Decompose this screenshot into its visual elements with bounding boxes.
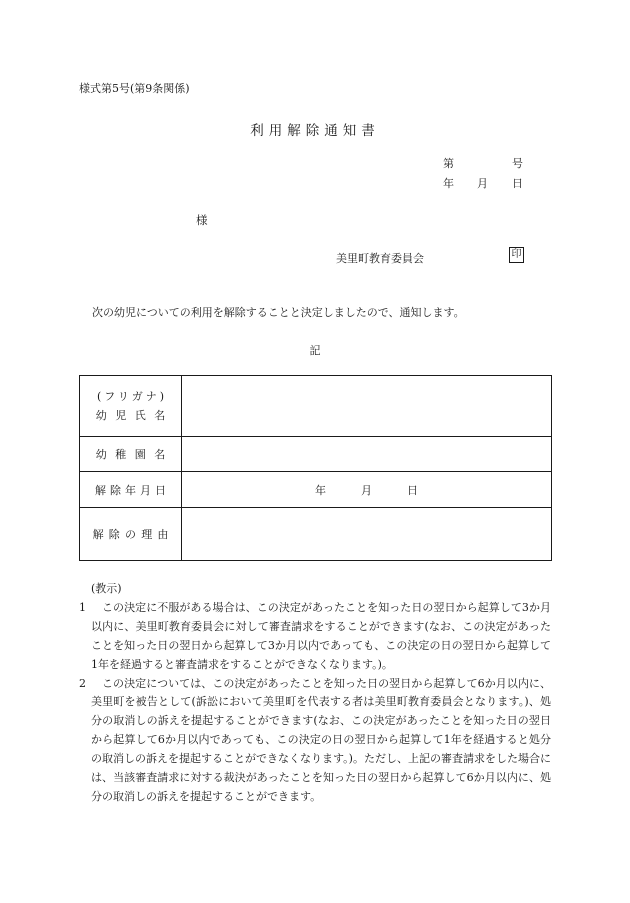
furigana-label: (フリガナ) — [96, 390, 168, 403]
table-row-kindergarten — [80, 437, 552, 472]
instruction-item — [79, 675, 551, 807]
reason-label-cell — [80, 508, 182, 561]
instructions-section — [79, 580, 551, 807]
issuer-name: 美里町教育委員会 — [336, 252, 424, 265]
instruction-item — [79, 599, 551, 675]
reason-label: 解除の理由 — [92, 528, 174, 541]
ki-heading: 記 — [309, 344, 321, 357]
instructions-heading: (教示) — [91, 582, 122, 595]
cancel-date-year: 年 — [315, 483, 326, 497]
document-title: 利用解除通知書 — [250, 123, 380, 139]
kindergarten-field[interactable] — [182, 437, 552, 472]
instruction-text: この決定については、この決定があったことを知った日の翌日から起算して6か月以内に、美里町を被告として(訴訟において美里町を代表する者は美里町教育委員会となります。)、処分の取消しの訴えを提起することができます(なお、この決定があったことを知った日の翌日から起算して6か月以内であっても、この決定の日の翌日から起算して1年を経過すると処分の取消しの訴えを提起することができなくなります。)。ただし、上記の審査請求をした場合には、当該審査請求に対する裁決があったことを知った日の翌日から起算して6か月以内に、処分の取消しの訴えを提起することができます。 — [91, 676, 551, 803]
child-name-label-cell — [80, 376, 182, 437]
instruction-text: この決定に不服がある場合は、この決定があったことを知った日の翌日から起算して3か月以内に、美里町教育委員会に対して審査請求をすることができます(なお、この決定があったことを知った日の翌日から起算して3か月以内であっても、この決定の日の翌日から起算して1年を経過すると審査請求をすることができなくなります。)。 — [91, 600, 551, 671]
document-number-dai: 第 — [443, 157, 454, 170]
cancel-date-label-cell — [80, 472, 182, 508]
table-row-child-name — [80, 376, 552, 437]
kindergarten-label: 幼稚園名 — [95, 448, 174, 461]
child-name-field[interactable] — [182, 376, 552, 437]
cancel-date-month: 月 — [361, 483, 372, 497]
cancel-date-field[interactable] — [182, 472, 552, 508]
cancel-date-label: 解除年月日 — [95, 483, 170, 497]
child-name-label: 幼児氏名 — [95, 409, 174, 422]
document-number-go: 号 — [512, 157, 523, 170]
form-number: 様式第5号(第9条関係) — [79, 82, 190, 95]
instruction-number: 1 — [79, 600, 86, 614]
table-row-reason — [80, 508, 552, 561]
table-row-cancel-date — [80, 472, 552, 508]
recipient-honorific: 様 — [196, 213, 208, 227]
intro-text: 次の幼児についての利用を解除することと決定しましたので、通知します。 — [92, 306, 465, 319]
cancel-date-day: 日 — [407, 483, 418, 497]
reason-field[interactable] — [182, 508, 552, 561]
detail-table — [79, 375, 552, 561]
instruction-number: 2 — [79, 676, 86, 690]
issue-date-day: 日 — [512, 177, 523, 190]
kindergarten-label-cell — [80, 437, 182, 472]
seal-mark: 印 — [509, 247, 524, 263]
issue-date-month: 月 — [477, 177, 488, 190]
issue-date-year: 年 — [443, 177, 454, 190]
